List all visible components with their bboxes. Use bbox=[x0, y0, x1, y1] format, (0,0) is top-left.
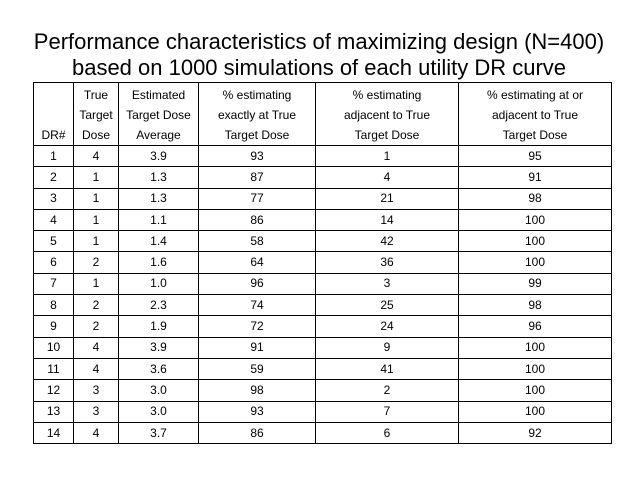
dr-number-cell: 4 bbox=[34, 209, 74, 230]
pct-exactly-cell: 59 bbox=[199, 358, 316, 379]
true-target-dose-cell: 2 bbox=[74, 295, 119, 316]
header-true-target-dose: True Target Dose bbox=[74, 83, 119, 146]
dr-number-cell: 5 bbox=[34, 231, 74, 252]
table-row bbox=[34, 337, 612, 358]
pct-adjacent-cell: 21 bbox=[316, 188, 459, 209]
true-target-dose-cell: 1 bbox=[74, 188, 119, 209]
estimated-average-cell: 1.0 bbox=[119, 273, 199, 294]
estimated-average-cell: 1.1 bbox=[119, 209, 199, 230]
pct-at-or-adjacent-cell: 100 bbox=[459, 252, 612, 273]
header-pct-at-or-adjacent: % estimating at or adjacent to True Target Dose bbox=[459, 83, 612, 146]
estimated-average-cell: 3.0 bbox=[119, 401, 199, 422]
pct-adjacent-cell: 24 bbox=[316, 316, 459, 337]
table-header bbox=[34, 83, 612, 146]
pct-exactly-cell: 96 bbox=[199, 273, 316, 294]
pct-adjacent-cell: 9 bbox=[316, 337, 459, 358]
pct-adjacent-cell: 6 bbox=[316, 422, 459, 443]
pct-at-or-adjacent-cell: 98 bbox=[459, 295, 612, 316]
pct-exactly-cell: 93 bbox=[199, 146, 316, 167]
estimated-average-cell: 3.9 bbox=[119, 337, 199, 358]
pct-adjacent-cell: 3 bbox=[316, 273, 459, 294]
pct-exactly-cell: 64 bbox=[199, 252, 316, 273]
dr-number-cell: 11 bbox=[34, 358, 74, 379]
pct-exactly-cell: 72 bbox=[199, 316, 316, 337]
table-row bbox=[34, 167, 612, 188]
pct-at-or-adjacent-cell: 99 bbox=[459, 273, 612, 294]
pct-at-or-adjacent-cell: 95 bbox=[459, 146, 612, 167]
header-row bbox=[34, 83, 612, 146]
header-dr-number: DR# bbox=[34, 83, 74, 146]
estimated-average-cell: 1.3 bbox=[119, 167, 199, 188]
pct-at-or-adjacent-cell: 91 bbox=[459, 167, 612, 188]
table-row bbox=[34, 380, 612, 401]
estimated-average-cell: 1.3 bbox=[119, 188, 199, 209]
true-target-dose-cell: 3 bbox=[74, 401, 119, 422]
results-table bbox=[33, 82, 612, 444]
header-pct-exactly: % estimating exactly at True Target Dose bbox=[199, 83, 316, 146]
true-target-dose-cell: 1 bbox=[74, 231, 119, 252]
pct-adjacent-cell: 14 bbox=[316, 209, 459, 230]
title-line-2: based on 1000 simulations of each utility DR curve bbox=[71, 55, 567, 80]
pct-at-or-adjacent-cell: 92 bbox=[459, 422, 612, 443]
slide-title bbox=[0, 29, 638, 81]
table-row bbox=[34, 252, 612, 273]
pct-adjacent-cell: 2 bbox=[316, 380, 459, 401]
pct-exactly-cell: 93 bbox=[199, 401, 316, 422]
true-target-dose-cell: 2 bbox=[74, 252, 119, 273]
pct-exactly-cell: 58 bbox=[199, 231, 316, 252]
estimated-average-cell: 3.9 bbox=[119, 146, 199, 167]
pct-adjacent-cell: 36 bbox=[316, 252, 459, 273]
table-body bbox=[34, 146, 612, 444]
dr-number-cell: 14 bbox=[34, 422, 74, 443]
table-row bbox=[34, 231, 612, 252]
pct-at-or-adjacent-cell: 100 bbox=[459, 231, 612, 252]
estimated-average-cell: 3.7 bbox=[119, 422, 199, 443]
pct-at-or-adjacent-cell: 100 bbox=[459, 380, 612, 401]
true-target-dose-cell: 4 bbox=[74, 358, 119, 379]
header-pct-adjacent: % estimating adjacent to True Target Dose bbox=[316, 83, 459, 146]
table-row bbox=[34, 273, 612, 294]
true-target-dose-cell: 1 bbox=[74, 167, 119, 188]
pct-at-or-adjacent-cell: 98 bbox=[459, 188, 612, 209]
true-target-dose-cell: 4 bbox=[74, 422, 119, 443]
estimated-average-cell: 1.9 bbox=[119, 316, 199, 337]
title-line-1: Performance characteristics of maximizing design (N=400) bbox=[33, 29, 605, 54]
true-target-dose-cell: 3 bbox=[74, 380, 119, 401]
pct-exactly-cell: 77 bbox=[199, 188, 316, 209]
table-row bbox=[34, 209, 612, 230]
estimated-average-cell: 1.4 bbox=[119, 231, 199, 252]
dr-number-cell: 3 bbox=[34, 188, 74, 209]
estimated-average-cell: 3.6 bbox=[119, 358, 199, 379]
pct-at-or-adjacent-cell: 100 bbox=[459, 401, 612, 422]
pct-exactly-cell: 86 bbox=[199, 209, 316, 230]
pct-adjacent-cell: 41 bbox=[316, 358, 459, 379]
pct-exactly-cell: 87 bbox=[199, 167, 316, 188]
true-target-dose-cell: 4 bbox=[74, 337, 119, 358]
estimated-average-cell: 1.6 bbox=[119, 252, 199, 273]
true-target-dose-cell: 1 bbox=[74, 209, 119, 230]
pct-exactly-cell: 74 bbox=[199, 295, 316, 316]
table-row bbox=[34, 188, 612, 209]
pct-exactly-cell: 86 bbox=[199, 422, 316, 443]
table-row bbox=[34, 146, 612, 167]
pct-exactly-cell: 91 bbox=[199, 337, 316, 358]
dr-number-cell: 1 bbox=[34, 146, 74, 167]
pct-at-or-adjacent-cell: 100 bbox=[459, 209, 612, 230]
pct-at-or-adjacent-cell: 96 bbox=[459, 316, 612, 337]
pct-adjacent-cell: 7 bbox=[316, 401, 459, 422]
dr-number-cell: 12 bbox=[34, 380, 74, 401]
true-target-dose-cell: 4 bbox=[74, 146, 119, 167]
pct-at-or-adjacent-cell: 100 bbox=[459, 337, 612, 358]
pct-exactly-cell: 98 bbox=[199, 380, 316, 401]
estimated-average-cell: 2.3 bbox=[119, 295, 199, 316]
dr-number-cell: 10 bbox=[34, 337, 74, 358]
dr-number-cell: 2 bbox=[34, 167, 74, 188]
dr-number-cell: 7 bbox=[34, 273, 74, 294]
pct-adjacent-cell: 42 bbox=[316, 231, 459, 252]
dr-number-cell: 9 bbox=[34, 316, 74, 337]
header-estimated-target-dose-average: Estimated Target Dose Average bbox=[119, 83, 199, 146]
pct-at-or-adjacent-cell: 100 bbox=[459, 358, 612, 379]
true-target-dose-cell: 1 bbox=[74, 273, 119, 294]
pct-adjacent-cell: 4 bbox=[316, 167, 459, 188]
table-row bbox=[34, 401, 612, 422]
pct-adjacent-cell: 1 bbox=[316, 146, 459, 167]
table-row bbox=[34, 422, 612, 443]
dr-number-cell: 6 bbox=[34, 252, 74, 273]
estimated-average-cell: 3.0 bbox=[119, 380, 199, 401]
dr-number-cell: 13 bbox=[34, 401, 74, 422]
pct-adjacent-cell: 25 bbox=[316, 295, 459, 316]
table-row bbox=[34, 316, 612, 337]
true-target-dose-cell: 2 bbox=[74, 316, 119, 337]
table-row bbox=[34, 295, 612, 316]
dr-number-cell: 8 bbox=[34, 295, 74, 316]
table-row bbox=[34, 358, 612, 379]
